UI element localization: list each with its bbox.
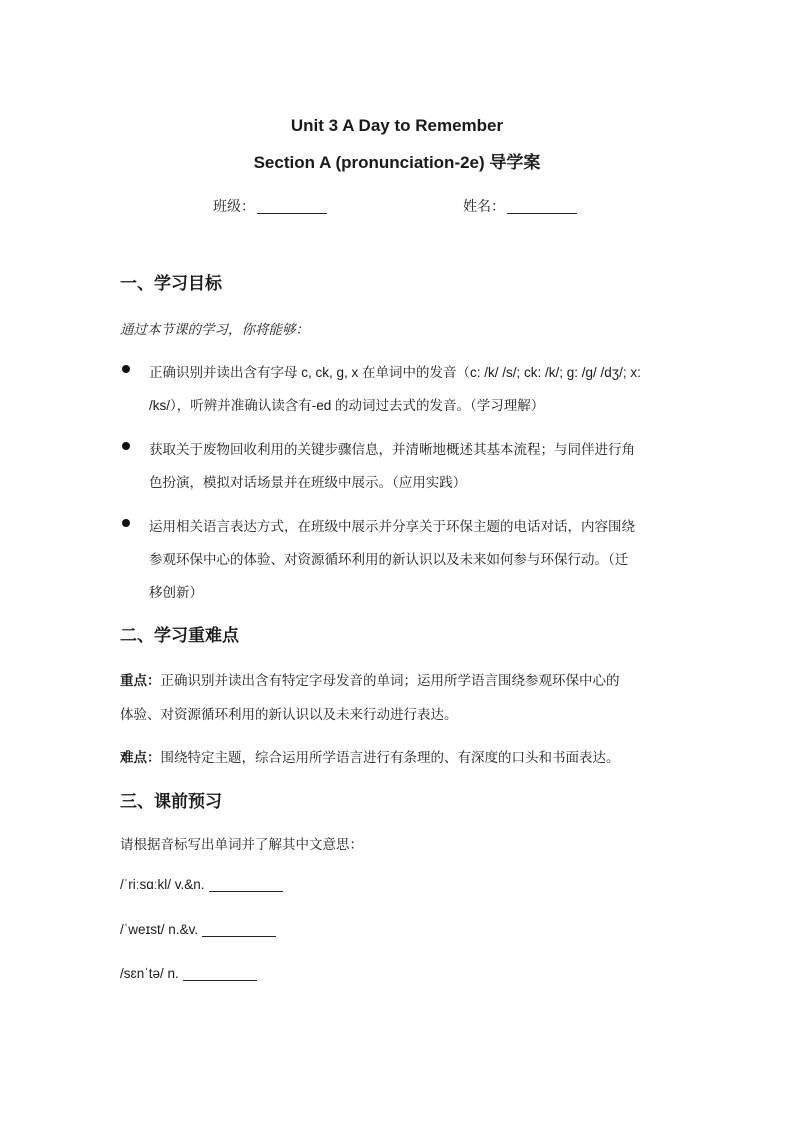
section-heading-goals: 一、学习目标 bbox=[120, 274, 222, 293]
vocab-answer-blank[interactable] bbox=[209, 877, 283, 892]
difficult-point-text: 围绕特定主题，综合运用所学语言进行有条理的、有深度的口头和书面表达。 bbox=[160, 750, 620, 765]
key-point-line-2: 体验、对资源循环利用的新认识以及未来行动进行表达。 bbox=[120, 707, 458, 722]
bullet-dot bbox=[122, 442, 130, 450]
preview-instruction: 请根据音标写出单词并了解其中文意思： bbox=[120, 837, 363, 852]
vocab-item bbox=[120, 877, 283, 892]
vocab-phonetic: /ˈriːsɑːkl/ v.&n. bbox=[120, 877, 205, 892]
goal-1-line-2: /ks/），听辨并准确认读含有-ed 的动词过去式的发音。（学习理解） bbox=[149, 398, 545, 413]
vocab-phonetic: /sɛnˈtə/ n. bbox=[120, 966, 179, 981]
key-point-text: 正确识别并读出含有特定字母发音的单词；运用所学语言围绕参观环保中心的 bbox=[160, 673, 620, 688]
class-blank[interactable] bbox=[257, 198, 327, 214]
document-title: Unit 3 A Day to Remember bbox=[290, 116, 504, 135]
section-heading-preview: 三、课前预习 bbox=[120, 792, 222, 811]
vocab-item bbox=[120, 966, 257, 981]
vocab-answer-blank[interactable] bbox=[183, 966, 257, 981]
goal-1-line-1: 正确识别并读出含有字母 c, ck, g, x 在单词中的发音（c: /k/ /s/; ck: /k/; g: /g/ /dʒ/; x: bbox=[149, 365, 641, 380]
vocab-answer-blank[interactable] bbox=[202, 922, 276, 937]
goal-3-line-3: 移创新） bbox=[149, 585, 203, 600]
goals-intro: 通过本节课的学习，你将能够： bbox=[120, 322, 309, 337]
vocab-phonetic: /ˈweɪst/ n.&v. bbox=[120, 922, 199, 937]
goal-2-line-2: 色扮演，模拟对话场景并在班级中展示。（应用实践） bbox=[149, 475, 467, 490]
key-point-line-1 bbox=[120, 669, 620, 689]
class-field bbox=[213, 196, 327, 216]
goal-3-line-1: 运用相关语言表达方式，在班级中展示并分享关于环保主题的电话对话，内容围绕 bbox=[149, 519, 635, 534]
class-label: 班级： bbox=[213, 198, 255, 214]
key-point-label: 重点： bbox=[120, 673, 161, 688]
name-field bbox=[463, 196, 577, 216]
bullet-dot bbox=[122, 365, 130, 373]
difficult-point-label: 难点： bbox=[120, 750, 161, 765]
document-subtitle: Section A (pronunciation-2e) 导学案 bbox=[253, 153, 541, 172]
name-blank[interactable] bbox=[507, 198, 577, 214]
section-heading-key-points: 二、学习重难点 bbox=[120, 626, 239, 645]
goal-2-line-1: 获取关于废物回收利用的关键步骤信息，并清晰地概述其基本流程；与同伴进行角 bbox=[149, 442, 635, 457]
goal-3-line-2: 参观环保中心的体验、对资源循环利用的新认识以及未来如何参与环保行动。（迁 bbox=[149, 552, 629, 567]
difficult-point bbox=[120, 746, 620, 766]
bullet-dot bbox=[122, 519, 130, 527]
name-label: 姓名： bbox=[463, 198, 505, 214]
vocab-item bbox=[120, 922, 276, 937]
